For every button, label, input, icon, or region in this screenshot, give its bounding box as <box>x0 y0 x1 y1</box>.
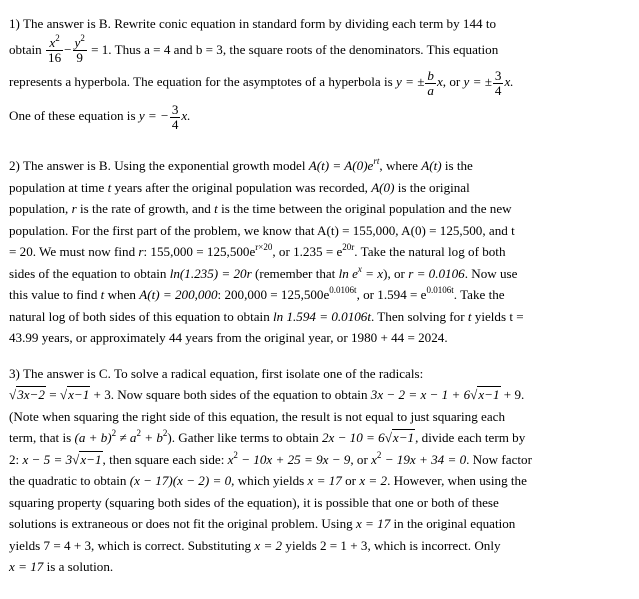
solution-3-line: term, that is $(a + b)^2 \ne a^2 + b^2$). Gather like terms to obtain 2x − 10 = 6√x−1, divide each term by <box>9 428 526 445</box>
solution-3-line: yields 7 = 4 + 3, which is correct. Substituting x = 2 yields 2 = 1 + 3, which is incorrect. Only <box>9 537 501 553</box>
fraction: $\frac{3}{4}$ <box>494 67 502 98</box>
radical: x−1 <box>478 387 500 402</box>
solution-3-line: 3) The answer is C. To solve a radical equation, first isolate one of the radicals: <box>9 365 424 381</box>
fraction: $\frac{x^2}{16}$ <box>48 33 62 65</box>
radical: x−1 <box>68 387 90 402</box>
solution-1 <box>9 13 633 133</box>
solution-3-line: solutions is extraneous or does not fit the original problem. Using x = 17 in the original equation <box>9 516 516 531</box>
solution-3-line: x = 17 is a solution. <box>9 559 114 574</box>
solution-1-line: One of these equation is y = − $\frac{3}{4}$ x. <box>9 101 191 132</box>
solution-2-line: this value to find t when A(t) = 200,000: $200,000 = 125,500e^{0.0106t}$, or $1.594 = e^{0.0106t}$. Take the <box>9 285 505 302</box>
solution-1-line: obtain $\frac{x^2}{16}$ − $\frac{y^2}{9}$ = 1. Thus a = 4 and b = 3, the square roots of the denominators. This equation <box>9 33 499 65</box>
solution-3-line: the quadratic to obtain (x − 17)(x − 2) = 0, which yields x = 17 or x = 2. However, when using the <box>9 473 527 488</box>
fraction: $\frac{b}{a}$ <box>427 67 434 98</box>
solution-3-line: squaring property (squaring both sides of the equation), it is possible that one or both of these <box>9 494 499 510</box>
solution-2-line: population, r is the rate of growth, and t is the time between the original population and the new <box>9 201 512 216</box>
radical: x−1 <box>80 451 102 467</box>
solution-2-line: population at time t years after the original population was recorded, A(0) is the original <box>9 179 470 195</box>
solution-3-line: √3x−2 = √x−1 + 3. Now square both sides of the equation to obtain 3x − 2 = x − 1 + 6√x−1 + 9. <box>9 387 525 402</box>
solution-2-line: 43.99 years, or approximately 44 years from the original year, or 1980 + 44 = 2024. <box>9 330 448 345</box>
solution-2-line: population. For the first part of the problem, we know that A(t) = 155,000, A(0) = 125,500, and t <box>9 222 515 238</box>
solution-3 <box>9 363 633 578</box>
radical: x−1 <box>392 430 415 445</box>
solution-2-line: natural log of both sides of this equation to obtain ln 1.594 = 0.0106t. Then solving for t yields t = <box>9 308 524 324</box>
solution-1-line: represents a hyperbola. The equation for the asymptotes of a hyperbola is y = ± $\frac{b}{a}$ x, or y = ± $\frac{3}{4}$ x. <box>9 67 514 98</box>
radical: 3x−2 <box>17 387 45 402</box>
solution-2 <box>9 155 633 349</box>
solution-3-line: (Note when squaring the right side of this equation, the result is not equal to just squaring each <box>9 408 506 424</box>
solution-2-line: 2) The answer is B. Using the exponential growth model $A(t) = A(0)e^{rt}$, where A(t) is the <box>9 156 473 173</box>
fraction: $\frac{y^2}{9}$ <box>74 33 85 65</box>
solution-2-line: = 20. We must now find r: $155,000 = 125,500e^{r\times 20}$, or $1.235 = e^{20r}$. Take the natural log of both <box>9 242 506 259</box>
solution-1-line: 1) The answer is B. Rewrite conic equation in standard form by dividing each term by 144 to <box>9 16 497 31</box>
solution-2-line: sides of the equation to obtain ln(1.235) = 20r (remember that $\ln e^x = x$), or r = 0.0106. Now use <box>9 263 518 281</box>
solution-3-line: 2: x − 5 = 3√x−1, then square each side: $x^2 - 10x + 25 = 9x - 9$, or $x^2 - 19x + 34 = 0$. Now factor <box>9 449 532 467</box>
fraction: $\frac{3}{4}$ <box>171 101 179 132</box>
